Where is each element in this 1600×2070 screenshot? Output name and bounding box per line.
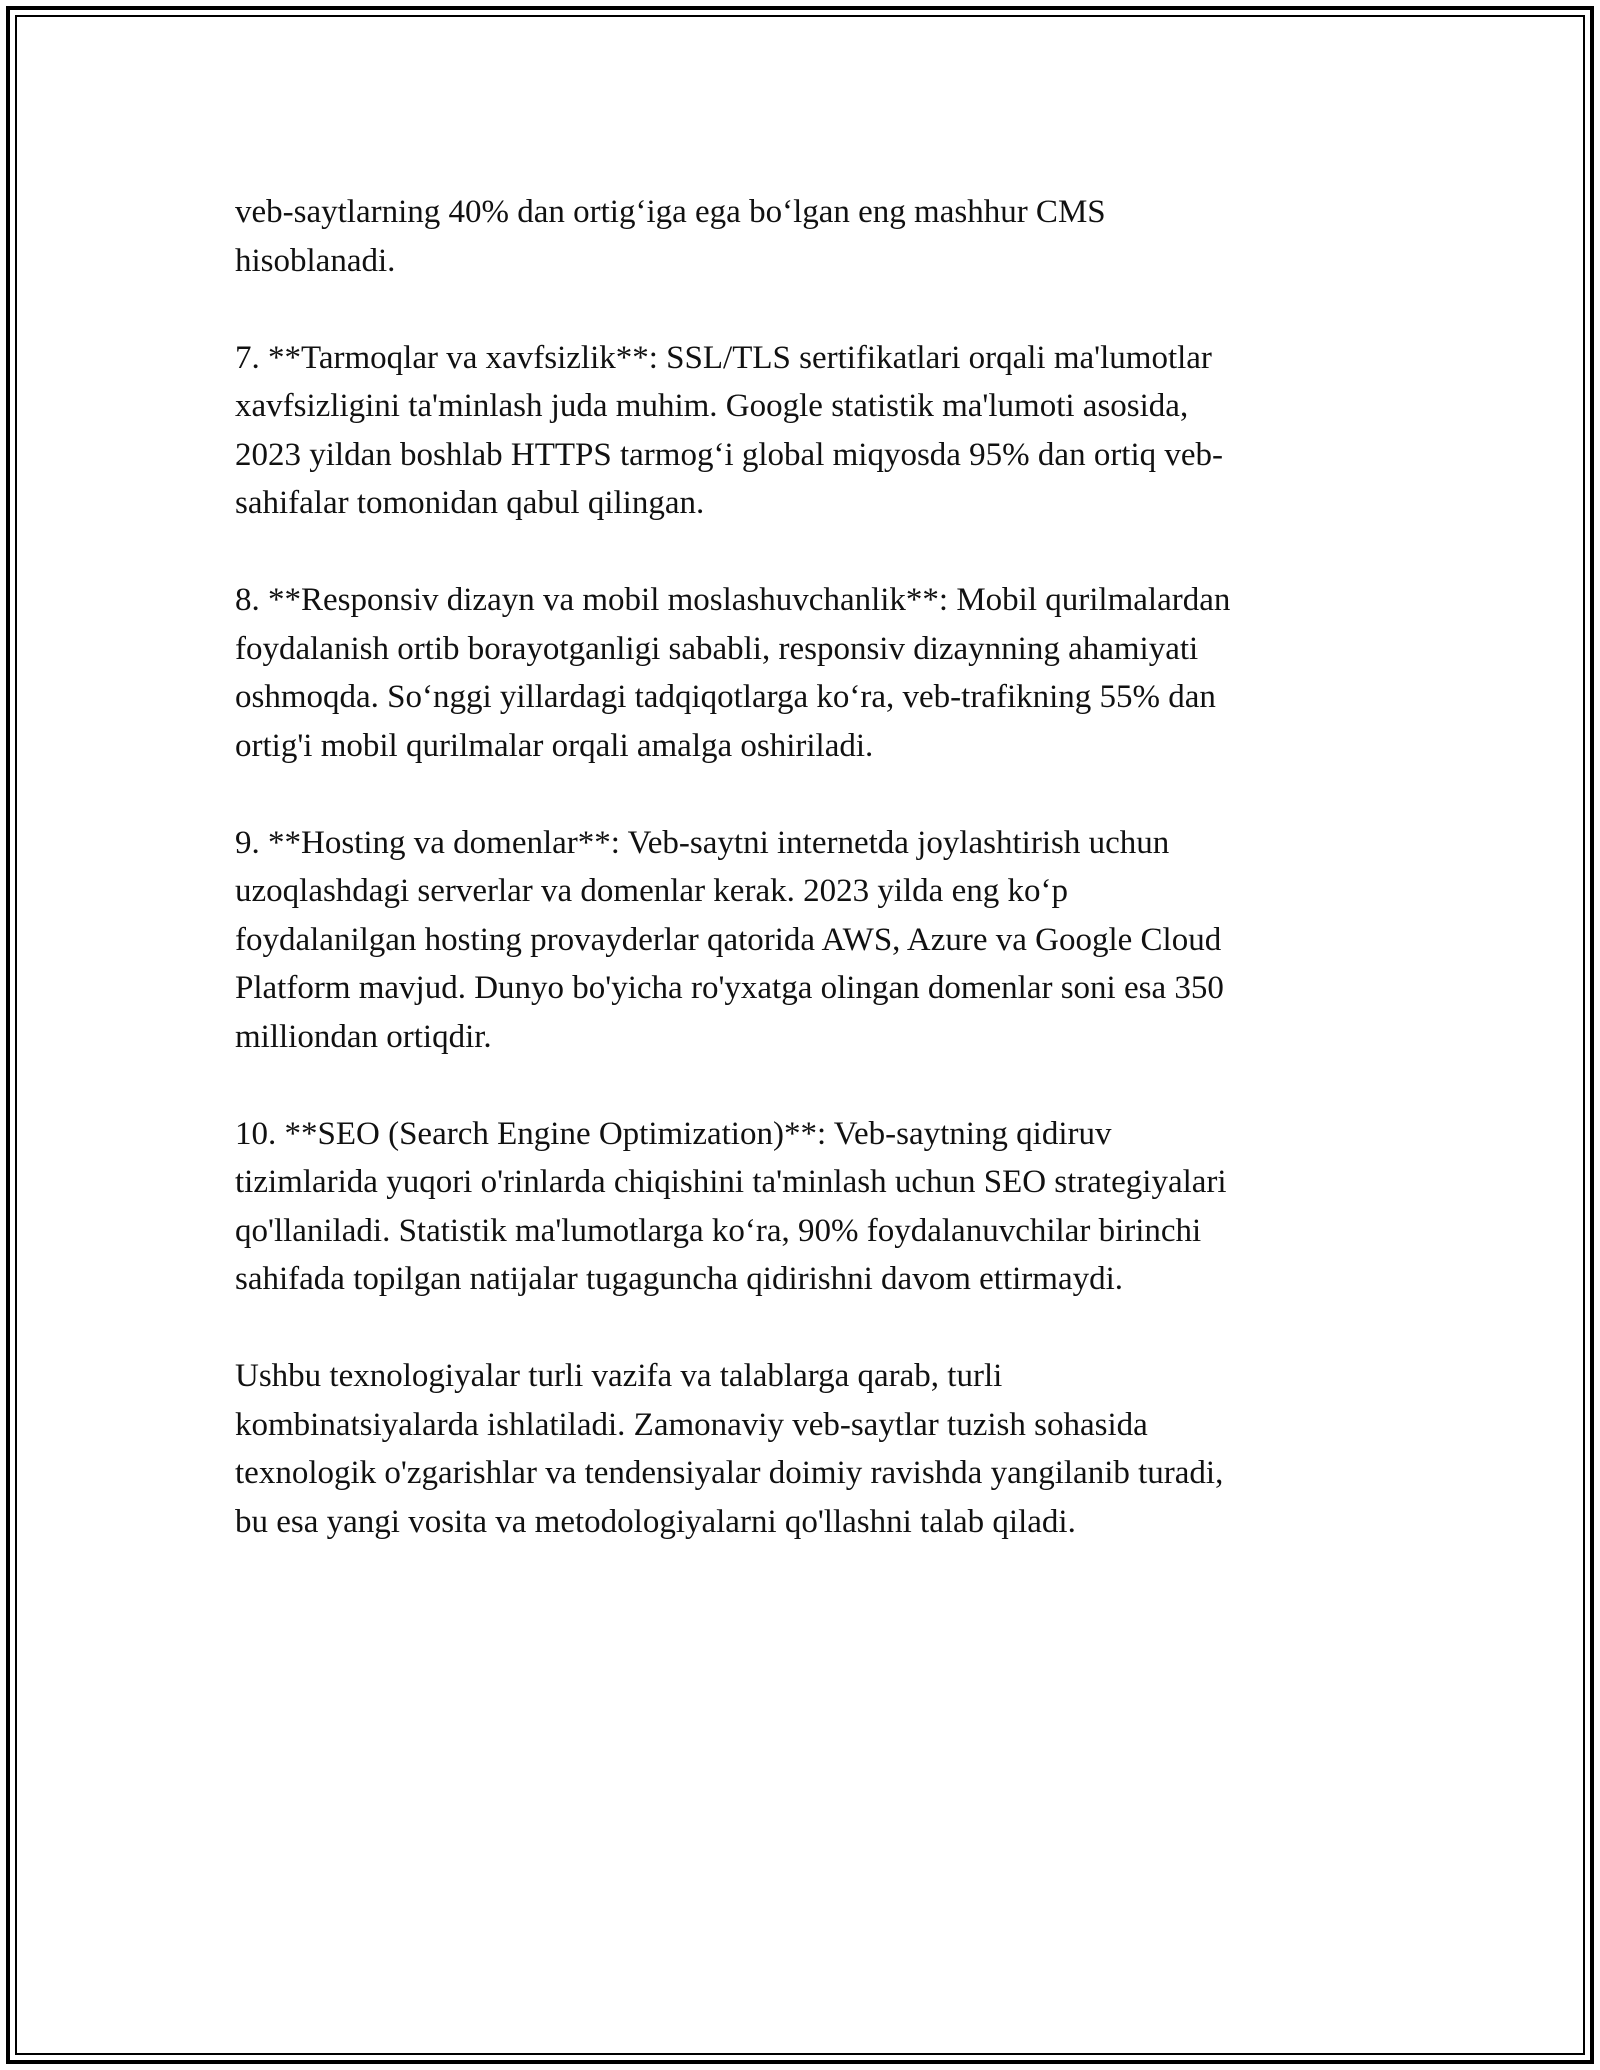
text-line: sahifada topilgan natijalar tugaguncha qidirishni davom ettirmaydi. — [235, 1261, 1124, 1297]
paragraph-conclusion — [235, 1352, 1375, 1546]
text-line: foydalanish ortib borayotganligi sababli, responsiv dizaynning ahamiyati — [235, 630, 1199, 667]
text-line: 10. **SEO (Search Engine Optimization)**: Veb-saytning qidiruv — [235, 1115, 1112, 1152]
text-line: tizimlarida yuqori o'rinlarda chiqishini ta'minlash uchun SEO strategiyalari — [235, 1164, 1227, 1200]
text-line: hisoblanadi. — [235, 242, 396, 279]
text-line: 9. **Hosting va domenlar**: Veb-saytni internetda joylashtirish uchun — [235, 824, 1170, 861]
text-line: foydalanilgan hosting provayderlar qatorida AWS, Azure va Google Cloud — [235, 921, 1222, 958]
text-line: Platform mavjud. Dunyo bo'yicha ro'yxatga olingan domenlar soni esa 350 — [235, 970, 1224, 1006]
text-line: bu esa yangi vosita va metodologiyalarni qo'llashni talab qiladi. — [235, 1503, 1076, 1540]
text-line: 2023 yildan boshlab HTTPS tarmog‘i global miqyosda 95% dan ortiq veb- — [235, 436, 1224, 473]
text-line: uzoqlashdagi serverlar va domenlar kerak. 2023 yilda eng ko‘p — [235, 873, 1068, 909]
text-line: veb-saytlarning 40% dan ortig‘iga ega bo‘lgan eng mashhur CMS — [235, 194, 1106, 230]
paragraph-item-7 — [235, 334, 1375, 528]
text-line: texnologik o'zgarishlar va tendensiyalar doimiy ravishda yangilanib turadi, — [235, 1455, 1224, 1491]
text-line: ortig'i mobil qurilmalar orqali amalga oshiriladi. — [235, 727, 874, 764]
text-line: kombinatsiyalarda ishlatiladi. Zamonaviy veb-saytlar tuzish sohasida — [235, 1406, 1148, 1443]
text-line: oshmoqda. So‘nggi yillardagi tadqiqotlarga ko‘ra, veb-trafikning 55% dan — [235, 679, 1216, 715]
text-line: 8. **Responsiv dizayn va mobil moslashuvchanlik**: Mobil qurilmalardan — [235, 582, 1231, 618]
text-line: xavfsizligini ta'minlash juda muhim. Google statistik ma'lumoti asosida, — [235, 388, 1189, 424]
paragraph-item-9 — [235, 819, 1375, 1062]
text-line: 7. **Tarmoqlar va xavfsizlik**: SSL/TLS sertifikatlari orqali ma'lumotlar — [235, 339, 1212, 376]
paragraph-item-8 — [235, 576, 1375, 770]
paragraph-item-10 — [235, 1110, 1375, 1304]
text-line: Ushbu texnologiyalar turli vazifa va talablarga qarab, turli — [235, 1358, 1003, 1394]
text-line: milliondan ortiqdir. — [235, 1018, 492, 1055]
text-line: sahifalar tomonidan qabul qilingan. — [235, 485, 705, 521]
paragraph-intro-continuation — [235, 188, 1375, 285]
text-line: qo'llaniladi. Statistik ma'lumotlarga ko‘ra, 90% foydalanuvchilar birinchi — [235, 1212, 1202, 1249]
document-body — [235, 188, 1375, 1595]
